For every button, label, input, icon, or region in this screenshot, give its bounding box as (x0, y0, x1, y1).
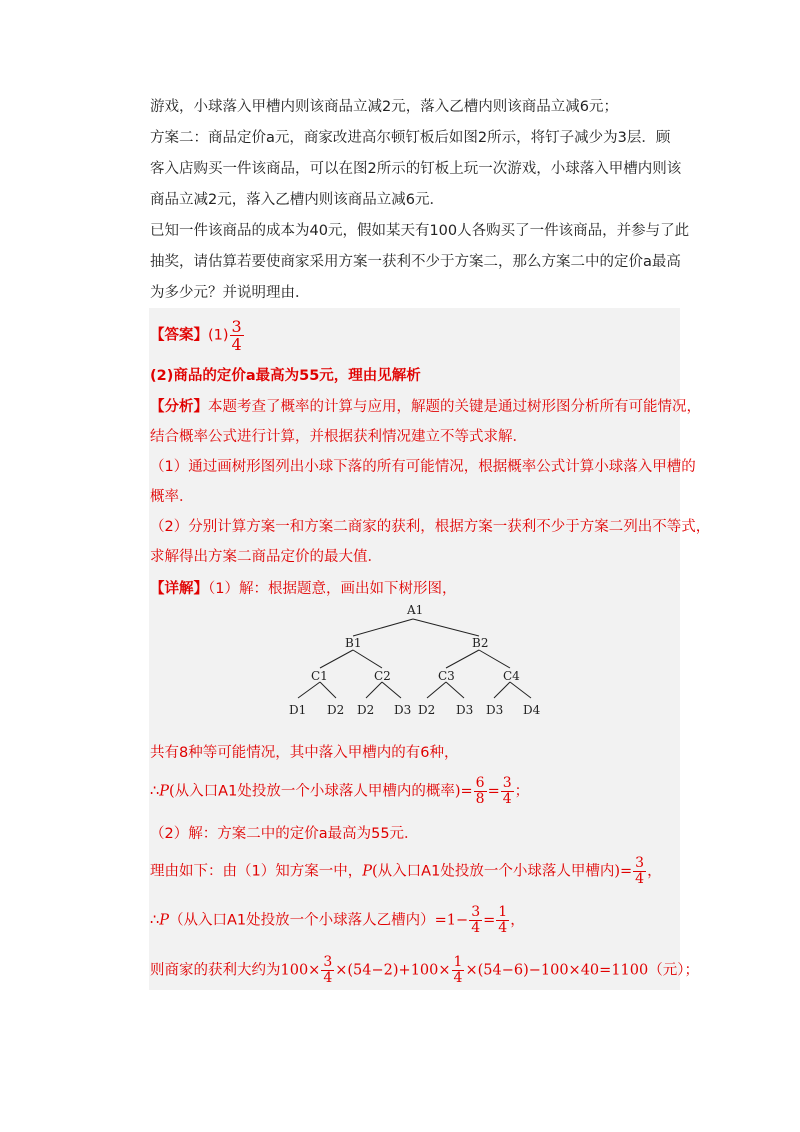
p2-frac-2: $\frac{1}{4}$ (498, 904, 508, 936)
profit-frac-2: $\frac{1}{4}$ (453, 954, 463, 986)
edge-b1-c1 (320, 650, 353, 668)
node-a: A1 (407, 603, 424, 617)
edge-c1-d2 (320, 682, 336, 698)
node-d-4: D3 (394, 703, 412, 717)
reason-frac: $\frac{3}{4}$ (635, 855, 645, 887)
analysis-line-2: 结合概率公式进行计算，并根据获利情况建立不等式求解． (150, 429, 527, 445)
answer-tag: 【答案】 (150, 327, 208, 344)
detail-line-1: 【详解】（1）解：根据题意，画出如下树形图， (150, 581, 457, 597)
p2-frac-1: $\frac{3}{4}$ (471, 904, 481, 936)
problem-line-7: 为多少元？并说明理由． (150, 285, 310, 301)
detail-p1: ∴P(从入口A1处投放一个小球落人甲槽内的概率)= $\frac{6}{8}$ = $\frac{3}{4}$ ； (150, 775, 530, 807)
analysis-line-3: （1）通过画树形图列出小球下落的所有可能情况，根据概率公式计算小球落入甲槽的 (150, 459, 696, 475)
detail-part2-intro: （2）解：方案二中的定价a最高为55元． (150, 826, 419, 842)
profit-frac-1: $\frac{3}{4}$ (323, 954, 333, 986)
detail-count: 共有8种等可能情况，其中落入甲槽内的有6种， (150, 745, 459, 761)
analysis-line-1: 【分析】本题考查了概率的计算与应用，解题的关键是通过树形图分析所有可能情况， (150, 399, 701, 415)
answer-line-1 (150, 318, 245, 353)
answer-line-2: (2)商品的定价a最高为55元，理由见解析 (150, 368, 421, 384)
problem-line-6: 抽奖，请估算若要使商家采用方案一获利不少于方案二，那么方案二中的定价a最高 (150, 254, 681, 270)
tree-diagram (280, 600, 550, 722)
problem-line-3: 客入店购买一件该商品，可以在图2所示的钉板上玩一次游戏，小球落入甲槽内则该 (150, 161, 682, 177)
node-d-2: D2 (327, 703, 345, 717)
node-d-1: D1 (289, 703, 307, 717)
edge-c1-d1 (298, 682, 320, 698)
edge-b2-c3 (446, 650, 479, 668)
node-d-8: D4 (523, 703, 541, 717)
node-d-7: D3 (486, 703, 504, 717)
node-b1: B1 (345, 636, 362, 650)
analysis-line-6: 求解得出方案二商品定价的最大值． (150, 549, 382, 565)
answer-part1-prefix: (1) (208, 327, 229, 344)
node-b2: B2 (472, 636, 489, 650)
edge-c3-d3 (446, 682, 464, 698)
node-d-3: D2 (357, 703, 375, 717)
detail-profit: 则商家的获利大约为100× $\frac{3}{4}$ ×(54−2)+100× $\frac{1}{4}$ ×(54−6)−100×40=1100（元）； (150, 954, 699, 986)
problem-line-1: 游戏，小球落入甲槽内则该商品立减2元，落入乙槽内则该商品立减6元； (150, 99, 618, 115)
edge-a-b2 (413, 619, 479, 636)
edge-b1-c2 (353, 650, 382, 668)
analysis-line-4: 概率． (150, 489, 194, 505)
detail-tag: 【详解】 (150, 581, 208, 597)
p1-frac-1: $\frac{6}{8}$ (475, 775, 485, 807)
edge-b2-c4 (479, 650, 510, 668)
edge-c3-d2 (427, 682, 446, 698)
node-d-5: D2 (418, 703, 436, 717)
p1-frac-2: $\frac{3}{4}$ (502, 775, 512, 807)
edge-c4-d4 (510, 682, 531, 698)
edge-c2-d3 (382, 682, 401, 698)
edge-c4-d3 (494, 682, 510, 698)
edge-a-b1 (353, 619, 413, 636)
detail-reason: 理由如下：由（1）知方案一中，P(从入口A1处投放一个小球落人甲槽内)= $\frac{3}{4}$ ， (150, 855, 662, 887)
analysis-tag: 【分析】 (150, 399, 208, 415)
answer-fraction: $\frac{3}{4}$ (231, 317, 242, 354)
problem-text (150, 92, 690, 309)
node-c3: C3 (438, 669, 455, 683)
node-c4: C4 (503, 669, 520, 683)
node-d-6: D3 (456, 703, 474, 717)
problem-line-5: 已知一件该商品的成本为40元，假如某天有100人各购买了一件该商品，并参与了此 (150, 223, 690, 239)
problem-line-4: 商品立减2元，落入乙槽内则该商品立减6元． (150, 192, 444, 208)
detail-p2: ∴P（从入口A1处投放一个小球落人乙槽内）=1− $\frac{3}{4}$ = $\frac{1}{4}$ ， (150, 904, 525, 936)
node-c2: C2 (374, 669, 391, 683)
problem-line-2: 方案二：商品定价a元，商家改进高尔顿钉板后如图2所示，将钉子减少为3层．顾 (150, 130, 671, 146)
tree-edges (298, 619, 531, 698)
analysis-line-5: （2）分别计算方案一和方案二商家的获利，根据方案一获利不少于方案二列出不等式， (150, 519, 711, 535)
node-c1: C1 (311, 669, 328, 683)
edge-c2-d2 (366, 682, 382, 698)
